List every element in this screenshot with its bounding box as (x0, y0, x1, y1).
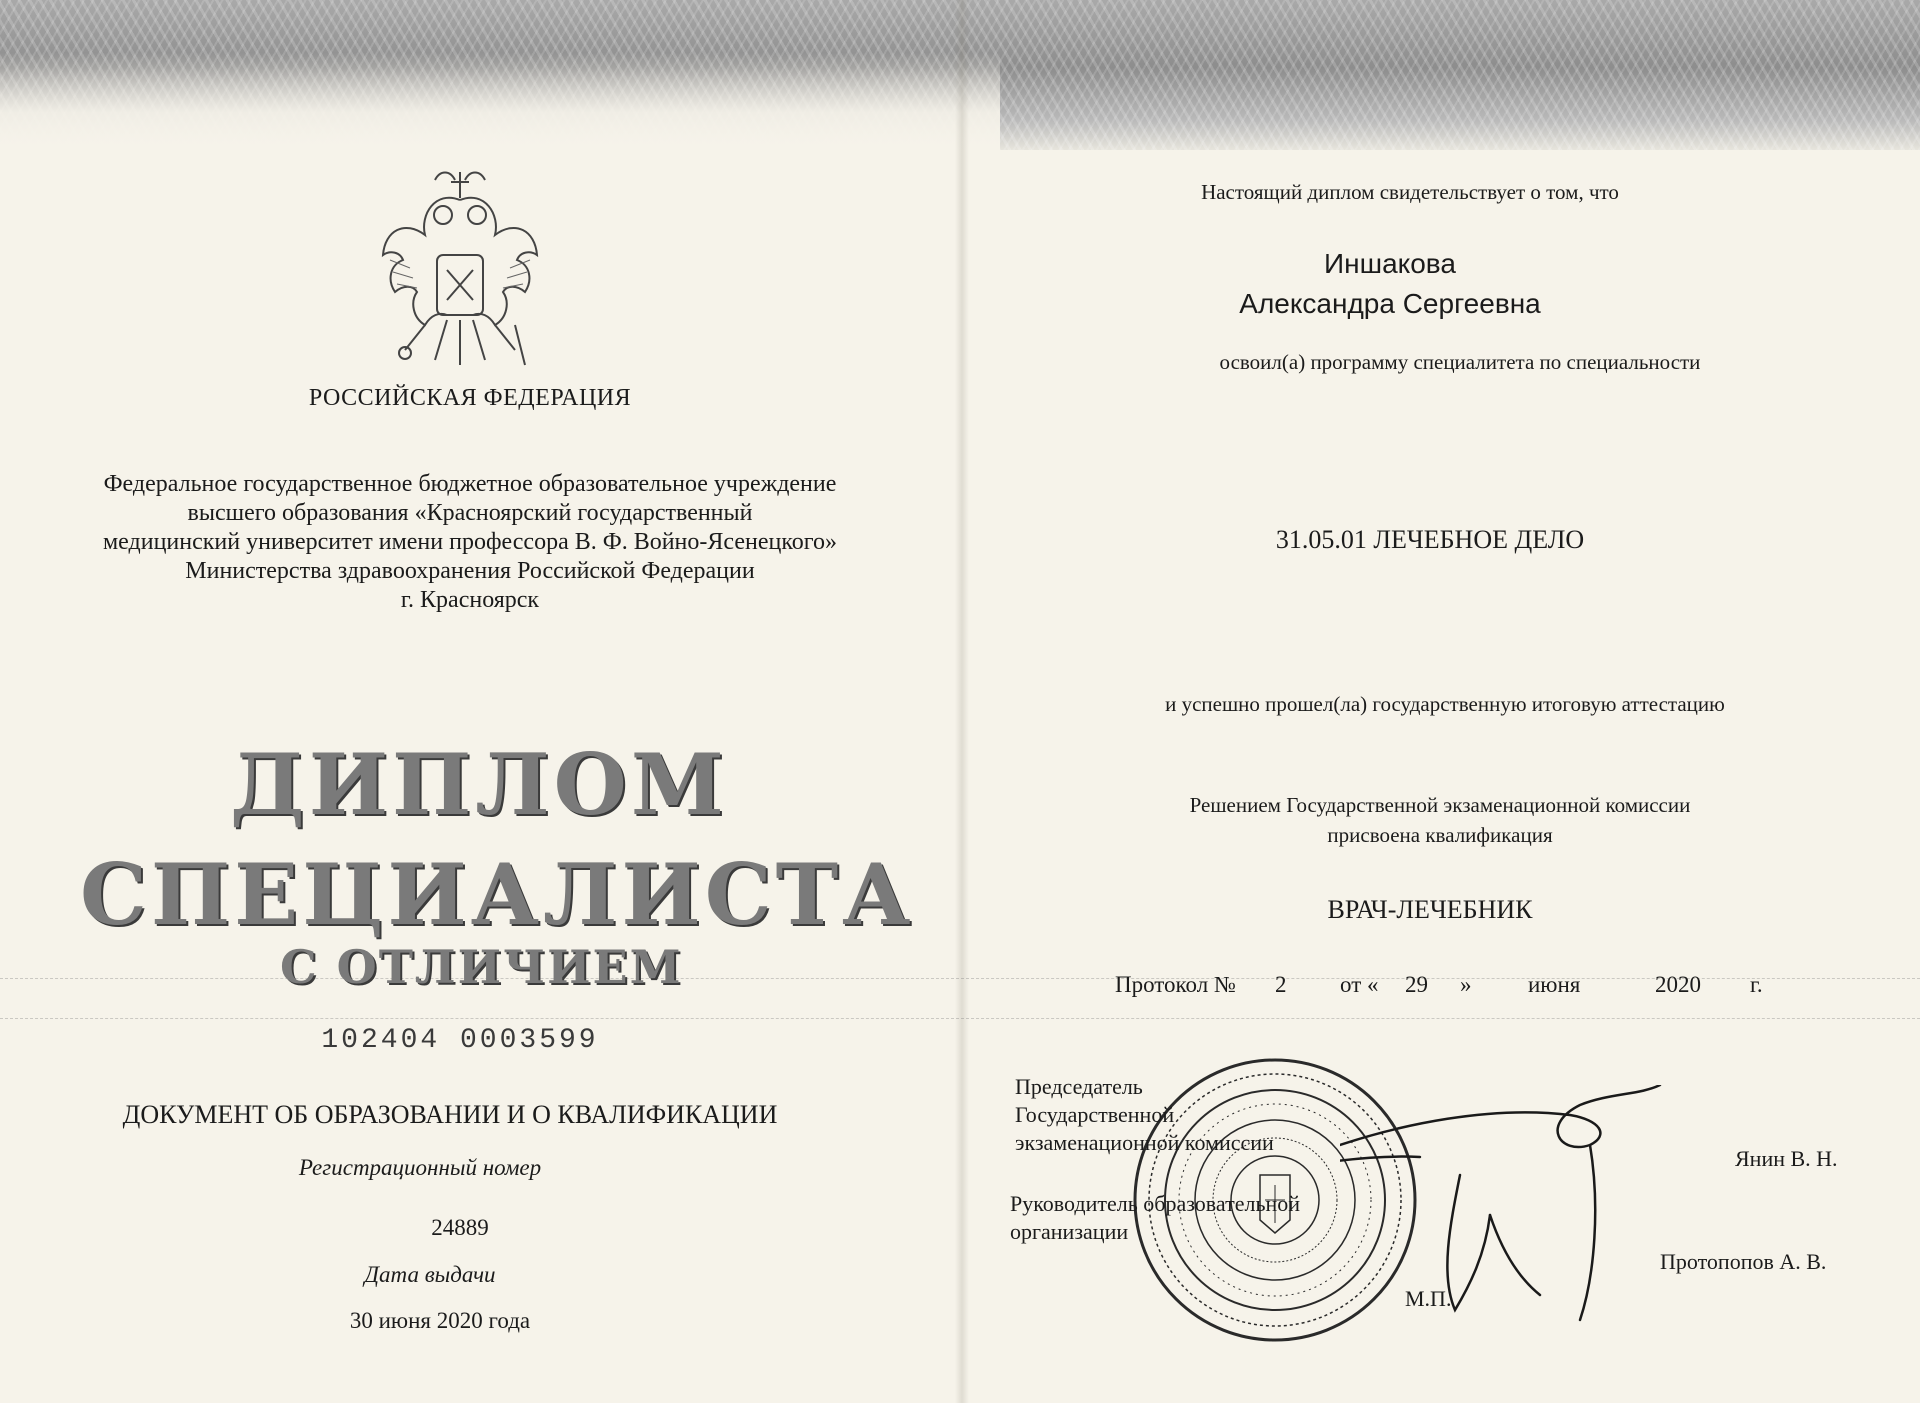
decision-line: Решением Государственной экзаменационной комиссии (1189, 793, 1691, 817)
page-fold (955, 0, 969, 1403)
issue-date: 30 июня 2020 года (349, 1308, 531, 1333)
document-type: ДОКУМЕНТ ОБ ОБРАЗОВАНИИ И О КВАЛИФИКАЦИИ (122, 1100, 778, 1129)
registration-number: 24889 (431, 1215, 489, 1240)
registration-label: Регистрационный номер (298, 1155, 542, 1180)
program-text: освоил(а) программу специалитета по специальности (1219, 350, 1701, 374)
attestation-text: и успешно прошел(ла) государственную итоговую аттестацию (1165, 692, 1725, 716)
certifies-text: Настоящий диплом свидетельствует о том, что (1201, 180, 1619, 204)
chairman-name: Янин В. Н. (1735, 1146, 1838, 1171)
protocol-day: 29 (1405, 972, 1428, 997)
band-fade (0, 0, 1000, 150)
graduate-given-names: Александра Сергеевна (1239, 288, 1541, 319)
decision-line: присвоена квалификация (1327, 823, 1553, 847)
coat-of-arms-emblem-icon (365, 160, 555, 380)
diploma-subtitle: СПЕЦИАЛИСТА (80, 845, 915, 944)
organization-line: медицинский университет имени профессора В. Ф. Войно-Ясенецкого» (102, 529, 838, 555)
head-name: Протопопов А. В. (1660, 1249, 1827, 1274)
issue-date-label: Дата выдачи (364, 1262, 496, 1287)
protocol-number: 2 (1275, 972, 1287, 997)
head-title-line: организации (1010, 1219, 1129, 1244)
commission-decision (1100, 790, 1780, 850)
chairman-title (1015, 1073, 1274, 1157)
honors-label: С ОТЛИЧИЕМ (280, 940, 683, 994)
protocol-label: Протокол № (1115, 972, 1236, 997)
diploma-title: ДИПЛОМ (230, 735, 728, 834)
organization-line: Министерства здравоохранения Российской Федерации (185, 558, 755, 584)
chairman-title-line: экзаменационной комиссии (1015, 1130, 1274, 1155)
organization-line: высшего образования «Красноярский государственный (187, 500, 753, 526)
organization-line: Федеральное государственное бюджетное образовательное учреждение (103, 471, 837, 497)
organization-name (40, 470, 900, 615)
protocol-year: 2020 (1655, 972, 1701, 997)
head-title (1010, 1190, 1300, 1246)
country-name: РОССИЙСКАЯ ФЕДЕРАЦИЯ (308, 385, 632, 411)
chairman-title-line: Председатель (1015, 1074, 1143, 1099)
protocol-close-quote: » (1460, 972, 1472, 997)
protocol-year-suffix: г. (1750, 972, 1763, 997)
head-title-line: Руководитель образовательной (1010, 1191, 1301, 1216)
handwritten-signature (1340, 1085, 1680, 1325)
organization-line: г. Красноярск (400, 587, 540, 613)
graduate-surname: Иншакова (1324, 248, 1456, 279)
specialty: 31.05.01 ЛЕЧЕБНОЕ ДЕЛО (1275, 525, 1585, 554)
fold-line-horizontal-2 (0, 1018, 1920, 1019)
stamp-place-label: М.П. (1405, 1286, 1452, 1311)
chairman-title-line: Государственной (1015, 1102, 1175, 1127)
protocol-month: июня (1528, 972, 1581, 997)
serial-number: 102404 0003599 (321, 1025, 599, 1056)
protocol-from-label: от « (1340, 972, 1379, 997)
qualification: ВРАЧ-ЛЕЧЕБНИК (1327, 895, 1533, 924)
